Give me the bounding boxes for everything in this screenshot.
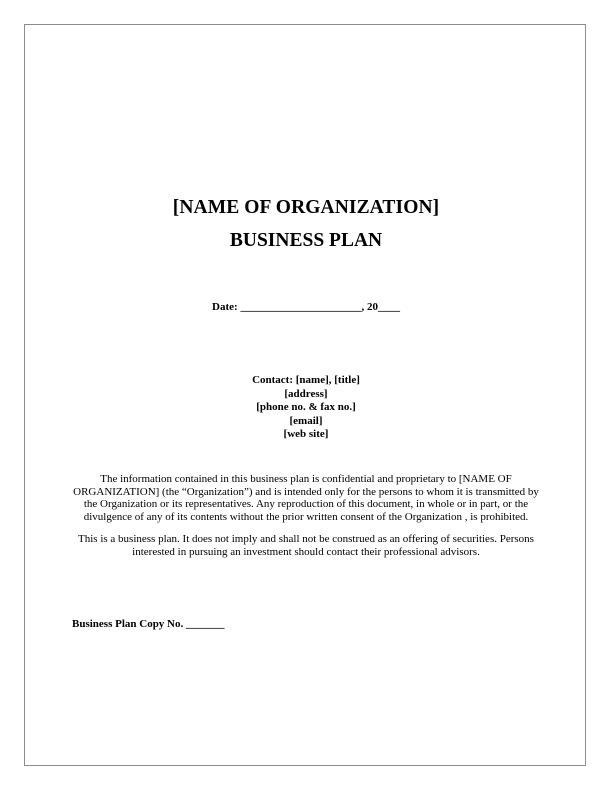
contact-email: [email]: [289, 414, 323, 427]
date-field: Date: ______________________, 20____: [212, 301, 400, 313]
contact-address: [address]: [284, 387, 328, 400]
contact-phone-fax: [phone no. & fax no.]: [256, 401, 356, 413]
contact-website: [web site]: [283, 428, 329, 440]
securities-disclaimer: This is a business plan. It does not imply and shall not be construed as an offering of securities. Persons interested in pursuing an investment should contact their professional advisors.: [78, 533, 534, 558]
contact-name-title: Contact: [name], [title]: [252, 374, 360, 386]
copy-number-field: Business Plan Copy No. _______: [72, 618, 225, 630]
contact-block: [0, 374, 612, 442]
confidentiality-notice: The information contained in this business plan is confidential and proprietary to [NAME OF ORGANIZATION] (the “Organization”) and is intended only for the persons to whom it is transmitted by the Organization or its representatives. Any reproduction of this document, in whole or in part, or the divulgence of any of its contents without the prior written consent of the Organization , is prohibited.: [73, 473, 539, 523]
document-title: BUSINESS PLAN: [229, 230, 383, 251]
organization-name: [NAME OF ORGANIZATION]: [172, 197, 440, 218]
